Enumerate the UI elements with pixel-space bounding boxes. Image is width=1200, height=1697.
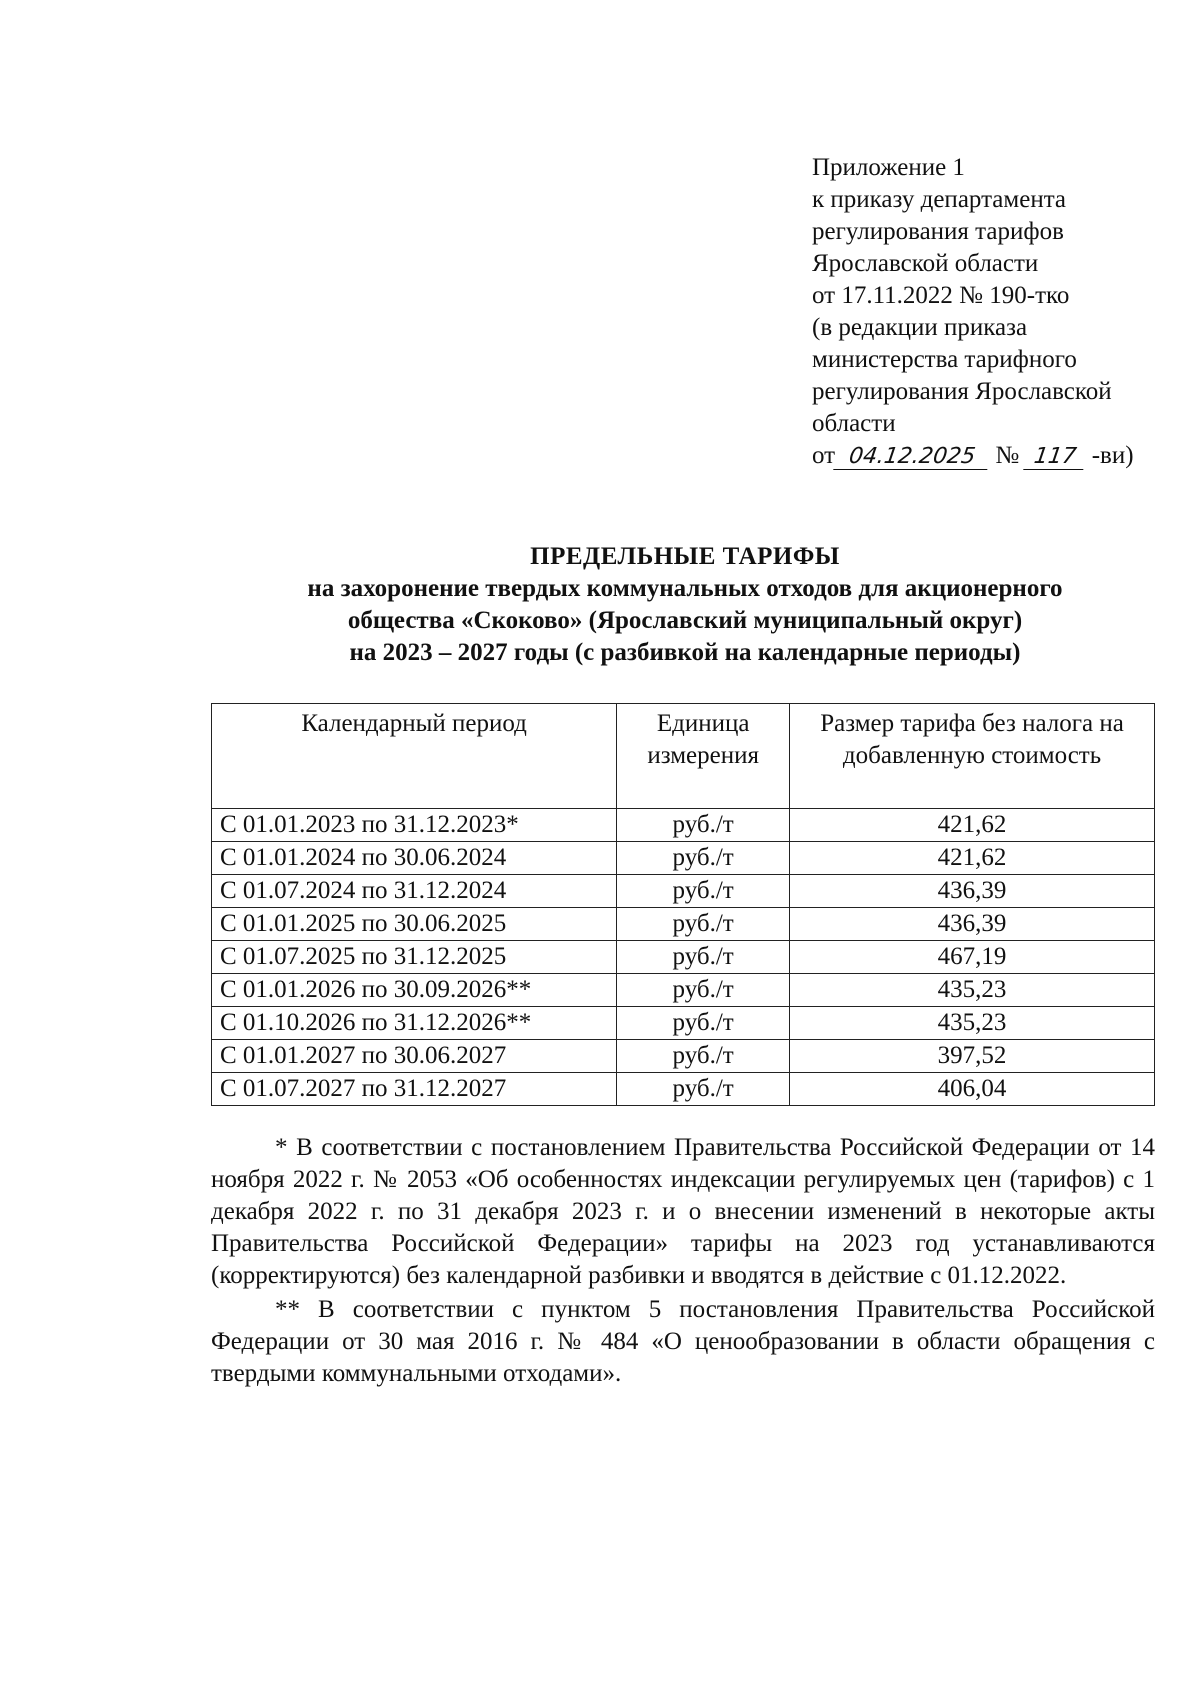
period-cell: С 01.01.2027 по 30.06.2027 bbox=[212, 1040, 617, 1073]
period-cell: С 01.07.2025 по 31.12.2025 bbox=[212, 941, 617, 974]
table-row bbox=[212, 842, 1155, 875]
amendment-prefix: от bbox=[812, 442, 836, 469]
value-cell: 421,62 bbox=[790, 809, 1155, 842]
appendix-line: Ярославской области bbox=[812, 250, 1039, 277]
title-line-1: на захоронение твердых коммунальных отходов для акционерного bbox=[307, 575, 1063, 602]
value-cell: 435,23 bbox=[790, 974, 1155, 1007]
handwritten-number: 117 bbox=[1024, 445, 1088, 470]
period-cell: С 01.01.2024 по 30.06.2024 bbox=[212, 842, 617, 875]
table-row bbox=[212, 908, 1155, 941]
title-main: ПРЕДЕЛЬНЫЕ ТАРИФЫ bbox=[530, 543, 840, 570]
unit-cell: руб./т bbox=[617, 1073, 790, 1106]
header-value: Размер тарифа без налога на добавленную стоимость bbox=[790, 704, 1155, 809]
header-period: Календарный период bbox=[212, 704, 617, 809]
table-row bbox=[212, 809, 1155, 842]
appendix-line: к приказу департамента bbox=[812, 186, 1067, 213]
period-cell: С 01.07.2027 по 31.12.2027 bbox=[212, 1073, 617, 1106]
footnotes bbox=[211, 1132, 1155, 1392]
value-cell: 467,19 bbox=[790, 941, 1155, 974]
unit-cell: руб./т bbox=[617, 974, 790, 1007]
value-cell: 421,62 bbox=[790, 842, 1155, 875]
unit-cell: руб./т bbox=[617, 1007, 790, 1040]
appendix-line: от 17.11.2022 № 190-тко bbox=[812, 282, 1070, 309]
value-cell: 397,52 bbox=[790, 1040, 1155, 1073]
table-row bbox=[212, 1073, 1155, 1106]
unit-cell: руб./т bbox=[617, 809, 790, 842]
table-row bbox=[212, 875, 1155, 908]
document-title bbox=[210, 541, 1160, 669]
value-cell: 436,39 bbox=[790, 908, 1155, 941]
appendix-line: регулирования тарифов bbox=[812, 218, 1064, 245]
table-row bbox=[212, 974, 1155, 1007]
value-cell: 435,23 bbox=[790, 1007, 1155, 1040]
appendix-line: регулирования Ярославской bbox=[812, 378, 1112, 405]
appendix-line: области bbox=[812, 410, 896, 437]
appendix-line: Приложение 1 bbox=[812, 154, 965, 181]
table-row bbox=[212, 1007, 1155, 1040]
table-row bbox=[212, 941, 1155, 974]
number-sign: № bbox=[995, 442, 1020, 469]
period-cell: С 01.01.2025 по 30.06.2025 bbox=[212, 908, 617, 941]
table-row bbox=[212, 1040, 1155, 1073]
amendment-line bbox=[812, 440, 1172, 472]
period-cell: С 01.10.2026 по 31.12.2026** bbox=[212, 1007, 617, 1040]
table-header-row bbox=[212, 704, 1155, 809]
period-cell: С 01.07.2024 по 31.12.2024 bbox=[212, 875, 617, 908]
value-cell: 436,39 bbox=[790, 875, 1155, 908]
period-cell: С 01.01.2023 по 31.12.2023* bbox=[212, 809, 617, 842]
amendment-suffix: -ви) bbox=[1091, 442, 1134, 469]
title-line-2: общества «Скоково» (Ярославский муниципальный округ) bbox=[347, 607, 1023, 634]
title-line-3: на 2023 – 2027 годы (с разбивкой на календарные периоды) bbox=[349, 639, 1021, 666]
appendix-line: (в редакции приказа bbox=[812, 314, 1028, 341]
appendix-line: министерства тарифного bbox=[812, 346, 1077, 373]
period-cell: С 01.01.2026 по 30.09.2026** bbox=[212, 974, 617, 1007]
footnote-2: ** В соответствии с пунктом 5 постановления Правительства Российской Федерации от 30 мая 2016 г. № 484 «О ценообразовании в области обращения с твердыми коммунальными отходами». bbox=[211, 1296, 1155, 1387]
footnote-1: * В соответствии с постановлением Правительства Российской Федерации от 14 ноября 2022 г. № 2053 «Об особенностях индексации регулируемых цен (тарифов) с 1 декабря 2022 г. по 31 декабря 2023 г. и о внесении изменений в некоторые акты Правительства Российской Федерации» тарифы на 2023 год устанавливаются (корректируются) без календарной разбивки и вводятся в действие с 01.12.2022. bbox=[211, 1134, 1155, 1289]
unit-cell: руб./т bbox=[617, 842, 790, 875]
unit-cell: руб./т bbox=[617, 875, 790, 908]
handwritten-date: 04.12.2025 bbox=[833, 445, 991, 470]
appendix-header bbox=[812, 152, 1172, 472]
unit-cell: руб./т bbox=[617, 941, 790, 974]
unit-cell: руб./т bbox=[617, 908, 790, 941]
header-unit: Единица измерения bbox=[617, 704, 790, 809]
unit-cell: руб./т bbox=[617, 1040, 790, 1073]
tariff-table bbox=[211, 703, 1155, 1106]
value-cell: 406,04 bbox=[790, 1073, 1155, 1106]
